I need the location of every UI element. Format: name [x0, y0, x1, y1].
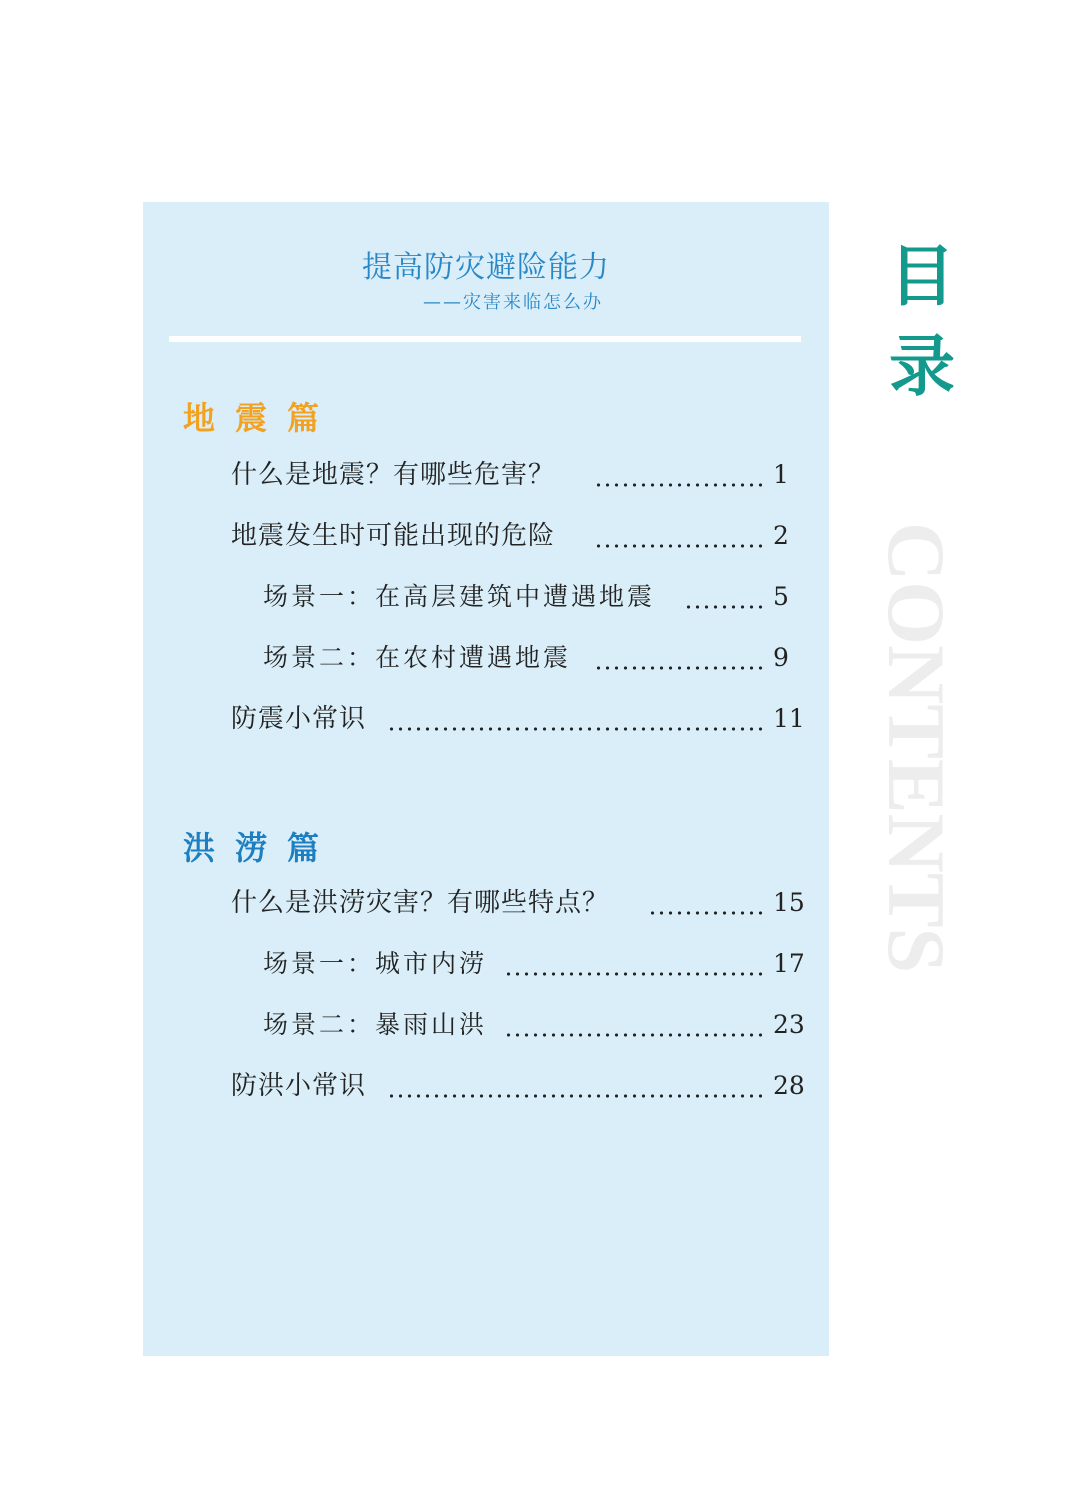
toc-entry-page: 2: [773, 521, 789, 550]
toc-entry[interactable]: [143, 883, 829, 923]
toc-entry-label: 场景一：在高层建筑中遭遇地震: [263, 582, 656, 611]
section-title-flood: 洪涝篇: [183, 829, 340, 867]
section-title-earthquake: 地震篇: [183, 399, 340, 437]
toc-entry[interactable]: [143, 638, 829, 678]
toc-entry-label: 防震小常识: [231, 704, 367, 734]
book-title: 提高防灾避险能力: [362, 250, 610, 285]
toc-entry-label: 防洪小常识: [231, 1071, 367, 1101]
toc-entry[interactable]: [143, 516, 829, 556]
toc-entry-page: 1: [773, 460, 789, 489]
toc-entry[interactable]: [143, 699, 829, 739]
toc-entry[interactable]: [143, 1066, 829, 1106]
toc-leader-dots: [389, 727, 765, 731]
toc-entry-page: 28: [773, 1071, 805, 1100]
toc-leader-dots: [595, 666, 765, 670]
contents-heading-char: 录: [889, 328, 955, 405]
toc-entry-label: 场景二：暴雨山洪: [263, 1010, 488, 1039]
toc-leader-dots: [507, 972, 765, 976]
toc-entry-page: 11: [773, 704, 805, 733]
toc-entry[interactable]: [143, 944, 829, 984]
toc-entry-label: 地震发生时可能出现的危险: [231, 521, 556, 551]
title-divider: [169, 336, 801, 342]
toc-entry-page: 9: [773, 643, 789, 672]
toc-entry-label: 什么是洪涝灾害？有哪些特点？: [231, 888, 610, 918]
toc-leader-dots: [507, 1033, 765, 1037]
contents-heading-char: 目: [889, 238, 955, 315]
toc-entry[interactable]: [143, 577, 829, 617]
toc-entry-label: 场景一：城市内涝: [263, 949, 488, 978]
toc-entry[interactable]: [143, 455, 829, 495]
toc-leader-dots: [651, 911, 765, 915]
contents-panel: [143, 202, 829, 1356]
toc-entry-label: 场景二：在农村遭遇地震: [263, 643, 572, 672]
toc-leader-dots: [595, 544, 765, 548]
toc-entry-page: 5: [773, 582, 789, 611]
toc-leader-dots: [389, 1094, 765, 1098]
toc-entry[interactable]: [143, 1005, 829, 1045]
book-subtitle: ——灾害来临怎么办: [423, 292, 603, 313]
contents-watermark: CONTENTS: [871, 522, 962, 974]
toc-entry-page: 17: [773, 949, 805, 978]
toc-leader-dots: [595, 483, 765, 487]
toc-entry-label: 什么是地震？有哪些危害？: [231, 460, 556, 490]
toc-entry-page: 23: [773, 1010, 805, 1039]
contents-heading: [882, 232, 962, 412]
toc-entry-page: 15: [773, 888, 805, 917]
toc-leader-dots: [681, 605, 765, 609]
